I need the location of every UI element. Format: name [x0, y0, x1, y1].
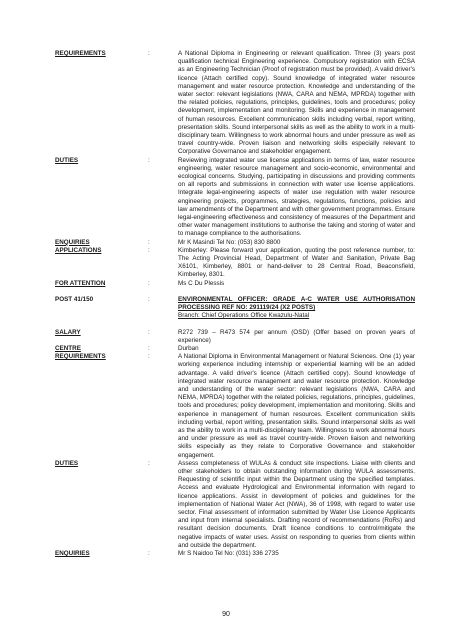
requirements-text-2: A National Diploma in Environmental Management or Natural Sciences. One (1) year working experience including internship or experiential learning will be an added advantage. A valid driver's licence (Attach certified copy). Sound knowledge of integrated water resource management and water resource protection. Knowledge and understanding of the water sector: relevant legislations (NWA, CARA and NEMA, MPRDA) together with the related policies, regulations, principles, guidelines, tools and procedures; policy development, implementation and monitoring. Skills and experience in management of human resources. Excellent communication skills including verbal, report writing, presentation skills. Sound interpersonal skills as well as the ability to work in a multi-disciplinary team. Willingness to work abnormal hours and under pressure as well as travel country-wide. Proven liaison and networking skills especially as they relate to Corporative Governance and stakeholder engagement. — [178, 353, 415, 459]
colon: : — [148, 328, 150, 336]
enquiries-label-2: ENQUIRIES — [55, 549, 90, 557]
requirements-row-2 — [55, 353, 415, 460]
colon: : — [148, 344, 150, 352]
applications-text: Kimberley: Please forward your application, quoting the post reference number, to: The Acting Provincial Head, Department of Water and Sanitation, Private Bag X6101, Kimberley, 8801 or hand-deliver to 28 Central Road, Beaconsfield, Kimberley, 8301. — [178, 246, 415, 279]
salary-label: SALARY — [55, 328, 81, 336]
duties-text: Reviewing integrated water use license applications in terms of law, water resource engineering, water resource management and socio-economic, environmental and ecological concerns. Studying, participating in discussions and providing comments on all reports and submissions in connection with water use license applications. Integrate legal-engineering aspects of water use regulation with water resource engineering projects, programmes, strategies, regulations, functions, policies and law amendments of the Department and with other government programmes. Ensure legal-engineering effectiveness and consistency of measures of the Department and other water management institutions to authorise the taking and storing of water and to manage compliance to the authorisations. — [178, 156, 415, 238]
post-title-block — [178, 296, 415, 321]
enquiries-text-2: Mr S Naidoo Tel No: (031) 336 2735 — [178, 549, 279, 557]
for-attention-row — [55, 280, 415, 288]
duties-label-2: DUTIES — [55, 459, 79, 467]
centre-text: Durban — [178, 344, 199, 352]
salary-text: R272 739 – R473 574 per annum (OSD) (Offer based on proven years of experience) — [178, 328, 415, 344]
applications-row — [55, 247, 415, 280]
centre-row — [55, 345, 415, 353]
duties-text-2: Assess completeness of WULAs & conduct site inspections. Liaise with clients and other stakeholders to obtain outstanding information during WULA assessments. Requesting of scientific input within the Department using the specified templates. Access and evaluate Hydrological and Environmental information with regard to licence applications. Assist in development of policies and guidelines for the implementation of National Water Act (NWA), 36 of 1998, with regard to water use sector. Final assessment of information submitted by Water Use Licence Applicants and input from internal specialists. Drafting record of recommendations (RoRs) and resultant decision documents. Draft licence conditions to control/mitigate the negative impacts of water uses. Assist on responding to queries from clients within and outside the department. — [178, 459, 415, 549]
colon: : — [148, 353, 150, 361]
colon: : — [148, 279, 150, 287]
duties-row-2 — [55, 460, 415, 550]
post-title: ENVIRONMENTAL OFFICER: GRADE A-C WATER USE AUTHORISATION PROCESSING REF NO: 291119/24 (X2 POSTS) — [178, 295, 415, 312]
requirements-label: REQUIREMENTS — [55, 50, 106, 57]
colon: : — [148, 295, 150, 303]
colon: : — [148, 238, 150, 246]
requirements-text: A National Diploma in Engineering or relevant qualification. Three (3) years post qualification technical Engineering experience. Compulsory registration with ECSA as an Engineering Technician (Proof of registration must be provided). A valid driver's licence (Attach certified copy). Sound knowledge of integrated water resource management and water resource protection. Knowledge and understanding of the water sector: relevant legislations (NWA, CARA and NEMA, MPRDA) together with the related policies, regulations, principles, guidelines, tools and procedures; policy development, implementation and monitoring. Skills and experience in management of human resources. Excellent communication skills including verbal, report writing, presentation skills. Sound interpersonal skills as well as the ability to work in a multi-disciplinary team. Willingness to work abnormal hours and under pressure as well as travel country-wide. Proven liaison and networking skills especially relevant to Corporative Governance and stakeholder engagement. — [178, 50, 415, 156]
requirements-row — [55, 50, 415, 157]
enquiries-text: Mr K Masindi Tel No: (053) 830 8800 — [178, 238, 281, 246]
colon: : — [148, 156, 150, 164]
document-page — [55, 50, 415, 558]
page-number: 90 — [222, 611, 230, 618]
spacer — [55, 288, 415, 296]
enquiries-row — [55, 239, 415, 247]
colon: : — [148, 459, 150, 467]
for-attention-text: Ms C Du Plessis — [178, 279, 225, 287]
centre-label: CENTRE — [55, 344, 81, 352]
colon: : — [148, 50, 150, 57]
post-row — [55, 296, 415, 321]
salary-row — [55, 329, 415, 345]
duties-label: DUTIES — [55, 156, 79, 164]
duties-row — [55, 157, 415, 239]
spacer — [55, 321, 415, 329]
colon: : — [148, 549, 150, 557]
requirements-label-2: REQUIREMENTS — [55, 353, 106, 361]
for-attention-label: FOR ATTENTION — [55, 279, 106, 287]
applications-label: APPLICATIONS — [55, 246, 102, 254]
post-label: POST 41/150 — [55, 295, 94, 303]
enquiries-row-2 — [55, 550, 415, 558]
colon: : — [148, 246, 150, 254]
post-branch: Branch: Chief Operations Office Kwazulu-Natal — [178, 312, 310, 320]
enquiries-label: ENQUIRIES — [55, 238, 90, 246]
